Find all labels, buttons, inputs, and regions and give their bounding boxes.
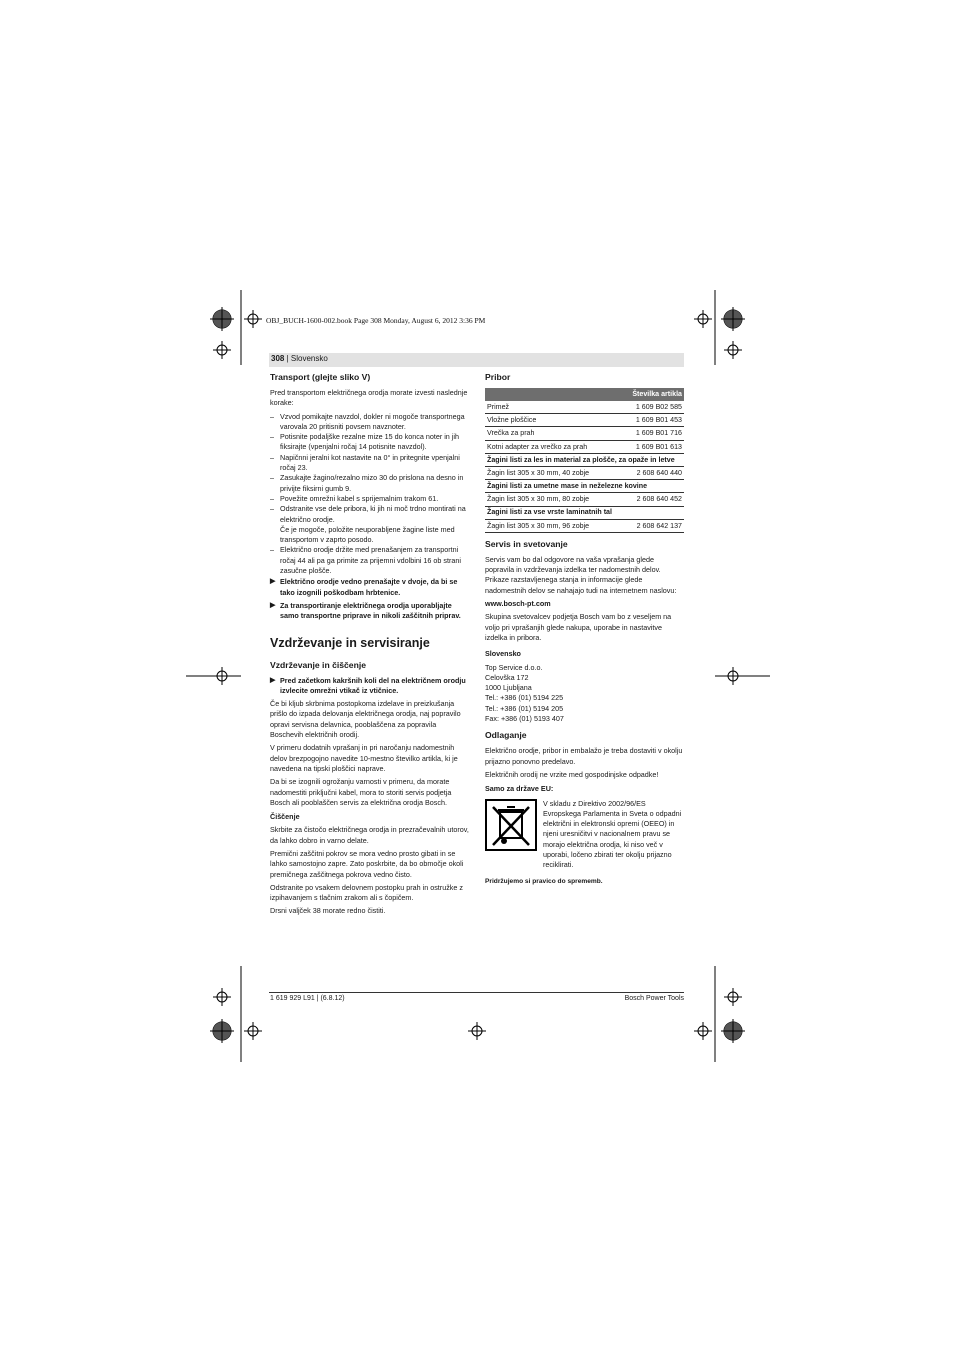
address-block: Top Service d.o.o. Celovška 172 1000 Ljubljana Tel.: +386 (01) 5194 225 Tel.: +386 (01) 5194 205 Fax: +386 (01) 5193 407 xyxy=(485,662,564,724)
subsection-title: Vzdrževanje in čiščenje xyxy=(270,659,367,670)
transport-title: Transport (glejte sliko V) xyxy=(270,372,371,382)
table-section-row: Žagini listi za les in material za plošče, za opaže in letve xyxy=(485,453,684,466)
accessories-table xyxy=(485,388,684,533)
cleaning-title: Čiščenje xyxy=(270,812,300,822)
header-separator: | xyxy=(284,354,291,363)
step-text: Vzvod pomikajte navzdol, dokler ni mogoče transportnega varovala 20 pritisniti povsem navznoter. xyxy=(280,411,465,431)
triangle-bullet-icon: ▶ xyxy=(270,578,276,586)
list-item: – Zasukajte žagino/rezalno mizo 30 do prislona na desno in privijte fiksirni gumb 9. xyxy=(270,473,464,493)
paragraph: Če bi kljub skrbnima postopkoma izdelave in preizkušanja prišlo do izpada delovanja električnega orodja, naj popravilo opravi servisna delavnica, pooblaščena za popravila Boschevih električnih orodij. xyxy=(270,699,461,740)
reserve-note: Pridržujemo si pravico do sprememb. xyxy=(485,877,603,885)
weee-block xyxy=(485,799,684,871)
table-row: Vrečka za prah 1 609 B01 716 xyxy=(485,427,684,440)
transport-intro: Pred transportom električnega orodja morate izvesti naslednje korake: xyxy=(270,388,468,408)
eu-title: Samo za države EU: xyxy=(485,784,554,794)
paragraph: Skupina svetovalcev podjetja Bosch vam bo z veseljem na voljo pri vprašanjih glede nakupa, uporabe in nastavitve izdelka in pribora. xyxy=(485,612,672,642)
step-text: Zasukajte žagino/rezalno mizo 30 do prislona na desno in privijte fiksirni gumb 9. xyxy=(280,473,464,493)
warning-note: ▶ Za transportiranje električnega orodja uporabljajte samo transportne priprave in nikoli zaščitnih priprav. xyxy=(270,600,461,621)
list-item: – Električno orodje držite med prenašanjem za transportni ročaj 44 ali pa ga primite za prijemni vdolbini 16 ob strani zasučne plošče. xyxy=(270,545,461,576)
crossed-out-wheelie-bin-icon xyxy=(485,799,537,851)
paragraph: V primeru dodatnih vprašanj in pri naročanju nadomestnih delov brezpogojno navedite 10-mestno številko artikla, ki je navedena na tipski ploščici naprave. xyxy=(270,743,458,773)
triangle-bullet-icon: ▶ xyxy=(270,676,276,684)
step-note: Če je mogoče, položite neuporabljene žagine liste med transportom v zaprto posodo. xyxy=(280,524,455,545)
table-section-row: Žagini listi za vse vrste laminatnih tal xyxy=(485,506,684,519)
list-item: – Povežite omrežni kabel s sprijemalnim trakom 61. xyxy=(270,493,439,503)
paragraph: Odstranite po vsakem delovnem postopku prah in ostružke z izpihavanjem s tlačnim zrakom ali s čopičem. xyxy=(270,882,463,903)
step-text: Potisnite podaljške rezalne mize 15 do konca noter in jih fiksirajte (vpenjalni ročaj 14 potisnite navzdol). xyxy=(280,432,459,452)
warning-note: ▶ Pred začetkom kakršnih koli del na električnem orodju izvlecite omrežni vtikač iz vtičnice. xyxy=(270,675,466,695)
list-item: – Odstranite vse dele pribora, ki jih ni moč trdno montirati na električno orodje. Če je mogoče, položite neuporabljene žagine liste med transportom v zaprto posodo. xyxy=(270,504,466,545)
header-language: Slovensko xyxy=(290,354,328,363)
table-row: Žagin list 305 x 30 mm, 40 zobje 2 608 640 440 xyxy=(485,466,684,479)
paragraph: Električnih orodij ne vrzite med gospodinjske odpadke! xyxy=(485,769,659,779)
step-text: Odstranite vse dele pribora, ki jih ni moč trdno montirati na električno orodje. xyxy=(280,504,466,524)
paragraph: Premični zaščitni pokrov se mora vedno prosto gibati in se lahko samostojno zapre. Zato poskrbite, da bo območje okoli premičnega zaščitnega pokrova vedno čisto. xyxy=(270,848,464,879)
disposal-title: Odlaganje xyxy=(485,730,527,741)
right-column xyxy=(485,372,684,890)
step-text: Povežite omrežni kabel s sprijemalnim trakom 61. xyxy=(280,493,439,503)
table-row: Vložne ploščice 1 609 B01 453 xyxy=(485,414,684,427)
paragraph: Da bi se izognili ogrožanju varnosti v primeru, da morate nadomestiti priključni kabel, mora to storiti servis podjetja Bosch ali pooblaščen servis za električna orodja Bosch. xyxy=(270,777,452,807)
eu-text: V skladu z Direktivo 2002/96/ES Evropskega Parlamenta in Sveta o odpadni električni in elektronski opremi (OEEO) in njeni uresničitvi v nacionalnem pravu se morajo električna orodja, ki niso več v uporabi, ločeno zbirati ter okolju prijazno reciklirati. xyxy=(543,798,682,870)
accessories-title: Pribor xyxy=(485,372,511,382)
page-header-bar xyxy=(269,353,684,367)
triangle-bullet-icon: ▶ xyxy=(270,601,276,609)
country-title: Slovensko xyxy=(485,649,521,659)
table-row: Žagin list 305 x 30 mm, 96 zobje 2 608 642 137 xyxy=(485,519,684,532)
table-section-row: Žagini listi za umetne mase in neželezne kovine xyxy=(485,480,684,493)
warning-note: ▶ Električno orodje vedno prenašajte v dvoje, da bi se tako izognili poškodbam hrbtenice. xyxy=(270,577,458,597)
paragraph: Servis vam bo dal odgovore na vaša vprašanja glede popravila in vzdrževanja izdelka ter nadomestnih delov. Prikaze razstavljenega stanja in informacije glede nadomestnih delov se nahajajo tudi na internetnem naslovu: xyxy=(485,554,677,595)
footer-rule xyxy=(269,992,684,993)
service-url: www.bosch-pt.com xyxy=(485,599,551,609)
table-row: Žagin list 305 x 30 mm, 80 zobje 2 608 640 452 xyxy=(485,493,684,506)
service-title: Servis in svetovanje xyxy=(485,538,568,549)
print-slug: OBJ_BUCH-1600-002.book Page 308 Monday, August 6, 2012 3:36 PM xyxy=(266,316,486,325)
step-text: Napičnni jeralni kot nastavite na 0° in pritegnite vpenjalni ročaj 23. xyxy=(280,452,460,473)
table-row: Kotni adapter za vrečko za prah 1 609 B01 613 xyxy=(485,440,684,453)
list-item: – Napičnni jeralni kot nastavite na 0° in pritegnite vpenjalni ročaj 23. xyxy=(270,452,460,473)
page-number: 308 xyxy=(271,354,285,363)
step-text: Električno orodje držite med prenašanjem za transportni ročaj 44 ali pa ga primite za prijemni vdolbini 16 ob strani zasučne plošče. xyxy=(280,545,461,576)
page-header xyxy=(271,354,328,363)
paragraph: Električno orodje, pribor in embalažo je treba dostaviti v okolju prijazno ponovno predelavo. xyxy=(485,746,683,766)
section-title: Vzdrževanje in servisiranje xyxy=(270,635,430,650)
footer-right: Bosch Power Tools xyxy=(624,995,684,1002)
list-item: – Vzvod pomikajte navzdol, dokler ni mogoče transportnega varovala 20 pritisniti povsem navznoter. xyxy=(270,411,465,431)
table-header: Številka artikla xyxy=(485,388,684,401)
paragraph: Skrbite za čistočo električnega orodja in prezračevalnih utorov, da lahko dobro in varno delate. xyxy=(270,825,469,845)
paragraph: Drsni valjček 38 morate redno čistiti. xyxy=(270,906,386,916)
table-row: Primež 1 609 B02 585 xyxy=(485,401,684,414)
footer-left: 1 619 929 L91 | (6.8.12) xyxy=(270,995,345,1002)
left-column xyxy=(270,372,469,920)
list-item: – Potisnite podaljške rezalne mize 15 do konca noter in jih fiksirajte (vpenjalni ročaj 14 potisnite navzdol). xyxy=(270,432,459,452)
